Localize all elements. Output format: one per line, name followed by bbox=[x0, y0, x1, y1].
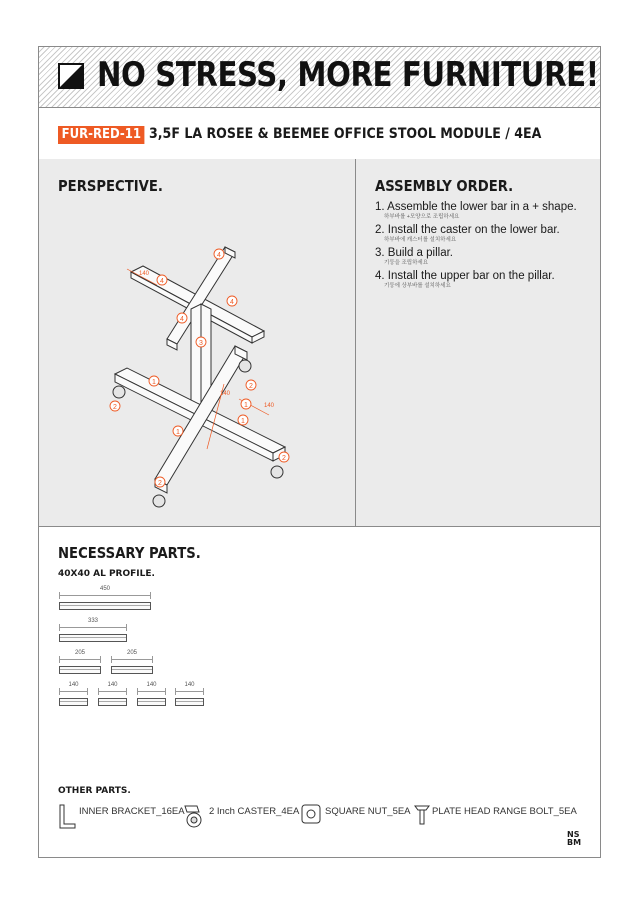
callout-number: 2 bbox=[113, 404, 117, 411]
product-name: 3,5F LA ROSEE & BEEMEE OFFICE STOOL MODULE / 4EA bbox=[149, 126, 542, 142]
profile-length: 450 bbox=[99, 586, 110, 592]
profile-bar bbox=[111, 666, 153, 674]
brand-mark bbox=[567, 831, 581, 847]
profile-bar bbox=[137, 698, 166, 706]
parts-title: NECESSARY PARTS. bbox=[58, 544, 201, 562]
profile-length: 140 bbox=[107, 682, 118, 688]
profile-bar bbox=[59, 666, 101, 674]
dimension-line bbox=[137, 688, 166, 695]
dimension-line bbox=[111, 656, 153, 663]
profile-length: 140 bbox=[68, 682, 79, 688]
brand-mark-line: BM bbox=[567, 838, 582, 847]
page-title: NO STRESS, MORE FURNITURE! bbox=[97, 55, 599, 95]
dimension-line bbox=[59, 592, 151, 599]
assembly-step bbox=[375, 224, 577, 244]
profile-length: 205 bbox=[74, 650, 85, 656]
product-row bbox=[39, 107, 600, 160]
square-nut-icon bbox=[301, 804, 321, 824]
callout-number: 1 bbox=[176, 429, 180, 436]
dim-label: 140 bbox=[264, 403, 275, 409]
part-caster bbox=[183, 804, 300, 834]
step-text: 1. Assemble the lower bar in a + shape. bbox=[375, 201, 577, 213]
assembly-step bbox=[375, 270, 577, 290]
profile-length: 140 bbox=[146, 682, 157, 688]
profile-bar bbox=[98, 698, 127, 706]
part-label: INNER BRACKET_16EA bbox=[79, 806, 185, 817]
assembly-panel bbox=[356, 159, 600, 527]
profile-length: 205 bbox=[126, 650, 137, 656]
triangle-logo-icon bbox=[58, 63, 84, 89]
dimension-line bbox=[175, 688, 204, 695]
other-parts-title: OTHER PARTS. bbox=[58, 786, 131, 796]
header-banner bbox=[39, 47, 600, 108]
callout-number: 4 bbox=[217, 252, 221, 259]
part-inner-bracket bbox=[58, 804, 185, 834]
step-text-korean: 기둥에 상부바를 설치하세요 bbox=[384, 283, 451, 289]
dim-label: 140 bbox=[220, 391, 231, 397]
profile-subtitle: 40X40 AL PROFILE. bbox=[58, 569, 155, 579]
brand-mark-line: NS bbox=[567, 830, 580, 839]
profile-length: 140 bbox=[184, 682, 195, 688]
profile-bar bbox=[59, 698, 88, 706]
callout-number: 2 bbox=[282, 455, 286, 462]
profile-length: 333 bbox=[87, 618, 98, 624]
perspective-title: PERSPECTIVE. bbox=[58, 177, 163, 195]
dimension-line bbox=[98, 688, 127, 695]
callout-number: 4 bbox=[230, 299, 234, 306]
dimension-line bbox=[59, 688, 88, 695]
stool-perspective-drawing bbox=[39, 159, 355, 526]
profile-bar bbox=[175, 698, 204, 706]
callout-number: 1 bbox=[241, 418, 245, 425]
step-text: 2. Install the caster on the lower bar. bbox=[375, 224, 560, 236]
perspective-panel bbox=[39, 159, 356, 527]
assembly-step bbox=[375, 201, 577, 221]
part-label: PLATE HEAD RANGE BOLT_5EA bbox=[432, 806, 577, 817]
part-label: 2 Inch CASTER_4EA bbox=[209, 806, 300, 817]
part-square-nut bbox=[301, 804, 411, 834]
profile-bar bbox=[59, 602, 151, 610]
caster-icon bbox=[183, 804, 205, 830]
dimension-line bbox=[59, 656, 101, 663]
dim-label: 140 bbox=[139, 271, 150, 277]
step-text: 3. Build a pillar. bbox=[375, 247, 453, 259]
callout-number: 3 bbox=[199, 340, 203, 347]
necessary-parts-section bbox=[39, 526, 600, 857]
step-text: 4. Install the upper bar on the pillar. bbox=[375, 270, 555, 282]
spec-sheet bbox=[38, 46, 601, 858]
callout-number: 4 bbox=[180, 316, 184, 323]
callout-number: 2 bbox=[249, 383, 253, 390]
assembly-step bbox=[375, 247, 577, 267]
part-bolt bbox=[414, 804, 577, 834]
bolt-icon bbox=[414, 804, 430, 826]
step-text-korean: 기둥을 조립하세요 bbox=[384, 260, 429, 266]
product-code-badge: FUR-RED-11 bbox=[58, 126, 145, 144]
profile-bar bbox=[59, 634, 127, 642]
callout-number: 4 bbox=[160, 278, 164, 285]
dimension-line bbox=[59, 624, 127, 631]
step-text-korean: 하부바에 캐스터를 설치하세요 bbox=[384, 237, 457, 243]
callout-number: 1 bbox=[244, 402, 248, 409]
step-text-korean: 하부바를 +모양으로 조립하세요 bbox=[384, 214, 460, 220]
assembly-title: ASSEMBLY ORDER. bbox=[375, 177, 514, 195]
assembly-steps bbox=[375, 201, 577, 293]
callout-number: 1 bbox=[152, 379, 156, 386]
inner-bracket-icon bbox=[58, 804, 76, 830]
part-label: SQUARE NUT_5EA bbox=[325, 806, 411, 817]
callout-number: 2 bbox=[158, 480, 162, 487]
